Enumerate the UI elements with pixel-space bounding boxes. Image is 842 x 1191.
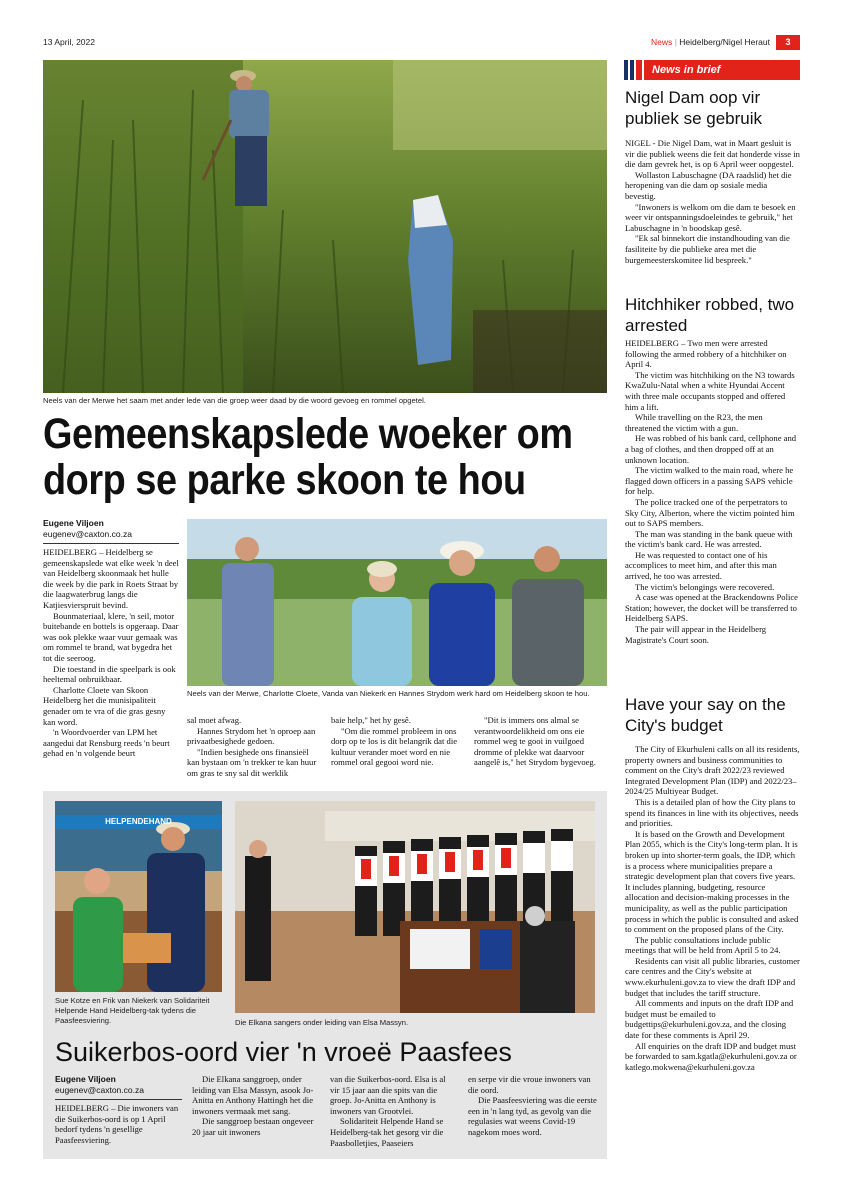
easter-paragraph: van die Suikerbos-oord. Elsa is al vir 15 jaar aan die spits van die groep. Jo-Anitta en Anthony is inwoners van Grootvlei.: [330, 1074, 446, 1116]
running-header: [560, 37, 770, 47]
brief-paragraph: He was robbed of his bank card, cellphone and a bag of clothes, and then dropped off at an unknown location.: [625, 433, 797, 465]
brief-paragraph: The pair will appear in the Heidelberg Magistrate's Court soon.: [625, 624, 767, 645]
brief1-title: Nigel Dam oop vir publiek se gebruik: [625, 88, 763, 128]
news-in-brief-label: News in brief: [644, 60, 800, 80]
group-photo-caption: Neels van der Merwe, Charlotte Cloete, Vanda van Niekerk en Hannes Strydom werk hard om Heidelberg skoon te hou.: [187, 689, 590, 698]
brief-paragraph: The victim was hitchhiking on the N3 towards KwaZulu-Natal when a white Hyundai Accent with three male occupants stopped and offered him a lift.: [625, 369, 795, 412]
lead-paragraph: Die toestand in die speelpark is ook heeltemal onbruikbaar.: [43, 663, 176, 685]
byline-email: eugenev@caxton.co.za: [55, 1085, 144, 1095]
lead-paragraph: Bounmateriaal, klere, 'n seil, motor buitebande en bottels is opgeraap. Daar was ook plekke waar vuur gemaak was om rommel te brand, wat bygedra het tot die seeroog.: [43, 610, 179, 663]
brief-paragraph: This is a detailed plan of how the City plans to spend its finances in line with its objectives, needs and priorities.: [625, 796, 799, 829]
lead-headline-line2: dorp se parke skoon te hou: [43, 456, 526, 504]
easter-column-3: [330, 1074, 457, 1148]
brief-paragraph: All comments and inputs on the draft IDP and budget must be emailed to budgettips@ekurhuleni.gov.za, and the closing date for these comments is April 29.: [625, 998, 794, 1041]
lead-photo: [43, 60, 607, 393]
easter-photo2-caption: Die Elkana sangers onder leiding van Elsa Massyn.: [235, 1018, 409, 1027]
easter-paragraph: Die Paasfeesviering was die eerste een in 'n lang tyd, as gevolg van die regulasies wat weens Covid-19 nagekom moes word.: [468, 1095, 597, 1137]
brief-paragraph: The public consultations include public meetings that will be held from April 5 to 24.: [625, 934, 781, 956]
brief-paragraph: He was requested to contact one of his accomplices to meet him, and after this man arrived, he too was arrested.: [625, 549, 777, 582]
easter-photo-choir: [235, 801, 595, 1013]
lead-paragraph: 'n Woordvoerder van LPM het aangedui dat Rensburg reeds 'n beurt gehad en 'n volgende beurt: [43, 727, 170, 759]
section-name: News: [651, 37, 673, 47]
lead-photo-caption: Neels van der Merwe het saam met ander lede van die groep weer daad by die woord gevoeg en rommel opgetel.: [43, 396, 426, 405]
brief-paragraph: "Ek sal binnekort die instandhouding van die fasiliteite by die publieke area met die burgemeesterskomitee lid bespreek.": [625, 233, 790, 265]
paper-name: Heidelberg/Nigel Heraut: [679, 37, 770, 47]
easter-paragraph: HEIDELBERG – Die inwoners van die Suikerbos-oord is op 1 April bedorf tydens 'n gesellige Paasfeesviering.: [55, 1103, 179, 1145]
brief-paragraph: The City of Ekurhuleni calls on all its residents, property owners and business communities to comment on the City's draft 2022/23 reviewed Integrated Development Plan (IDP) and 2022/23–2024/25 Multiyear Budget.: [625, 744, 800, 797]
byline-rule: [55, 1099, 182, 1100]
easter-paragraph: Die sanggroep bestaan ongeveer 20 jaar uit inwoners: [192, 1116, 314, 1137]
lead-headline-line1: Gemeenskapslede woeker om: [43, 410, 573, 458]
brief-paragraph: NIGEL - Die Nigel Dam, wat in Maart gesluit is vir die publiek weens die feit dat honderde visse in die dam gevrek het, is op 6 April weer oopgestel.: [625, 138, 800, 170]
lead-paragraph: sal moet afwag.: [187, 715, 242, 725]
group-photo: [187, 519, 607, 686]
lead-paragraph: "Dit is immers ons almal se verantwoordelikheid om ons eie rommel weg te gooi in vuilgoed dromme of plekke wat daarvoor aangelê is," het Strydom bygevoeg.: [474, 715, 596, 768]
lead-column-4: [474, 715, 607, 768]
easter-photo1-caption: Sue Kotze en Frik van Niekerk van Solidariteit Helpende Hand Heidelberg-tak tydens die Paasfeesviering.: [55, 996, 210, 1025]
page-number: 3: [776, 35, 800, 50]
byline-name: Eugene Viljoen: [43, 518, 104, 528]
lead-byline: [43, 518, 179, 544]
flag-stripes: [624, 60, 642, 80]
brief-paragraph: The man was standing in the bank queue with the victim's bank card. He was arrested.: [625, 528, 793, 550]
lead-paragraph: "Indien besighede ons finansieël kan bystaan om 'n trekker te kan huur om gras te sny sal dit werklik: [187, 746, 317, 778]
lead-column-2: [187, 715, 321, 779]
lead-paragraph: Charlotte Cloete van Skoon Heidelberg het die munisipaliteit genader om te vra of die gras gesny kan word.: [43, 684, 166, 727]
byline-email: eugenev@caxton.co.za: [43, 529, 132, 539]
brief3-body: [625, 744, 800, 1072]
easter-headline: Suikerbos-oord vier 'n vroeë Paasfees: [55, 1037, 512, 1067]
lead-paragraph: HEIDELBERG – Heidelberg se gemeenskapslede wat elke week 'n deel van Heidelberg skoonmaak het hulle die week by die park in Roets Straat by die laagwaterbrug langs die Katjiesvierspruit bevind.: [43, 547, 179, 610]
lead-column-3: [331, 715, 465, 768]
helpende-hand-banner: HELPENDEHAND: [105, 817, 172, 826]
easter-paragraph: Die Elkana sanggroep, onder leiding van Elsa Massyn, asook Jo-Anitta en Anthony Hattingh het die inwoners vermaak met sang.: [192, 1074, 314, 1116]
lead-headline: [43, 410, 573, 504]
easter-column-4: [468, 1074, 598, 1138]
lead-paragraph: baie help," het hy gesê.: [331, 715, 411, 725]
lead-paragraph: Hannes Strydom het 'n oproep aan privaatbesighede gedoen.: [187, 725, 316, 747]
easter-column-2: [192, 1074, 319, 1138]
brief-paragraph: Wollaston Labuschagne (DA raadslid) het die heropening van die dam op sosiale media bevestig.: [625, 169, 792, 201]
brief2-title: Hitchhiker robbed, two arrested: [625, 295, 795, 335]
easter-photo-helpende-hand: [55, 801, 222, 992]
brief-paragraph: While travelling on the R23, the men threatened the victim with a gun.: [625, 412, 763, 433]
brief-paragraph: HEIDELBERG – Two men were arrested following the armed robbery of a hitchhiker on April 4.: [625, 338, 787, 370]
brief1-body: [625, 138, 800, 265]
brief-paragraph: "Inwoners is welkom om die dam te besoek en weer vir ontspanningsdoeleindes te gebruik," het Labuschagne in 'n boodskap gesê.: [625, 201, 796, 233]
brief-paragraph: The victim walked to the main road, where he flagged down officers in a passing SAPS vehicle for help.: [625, 465, 794, 497]
issue-date: 13 April, 2022: [43, 37, 95, 47]
brief3-title: Have your say on the City's budget: [625, 695, 786, 735]
brief-paragraph: The victim's belongings were recovered.: [635, 581, 775, 592]
brief-paragraph: Residents can visit all public libraries, customer care centres and the City's website at www.ekurhuleni.gov.za to view the draft IDP and budget that includes the tariff structure.: [625, 955, 800, 998]
brief-paragraph: A case was opened at the Brackendowns Police Station; however, the docket will be transferred to Heidelberg SAPS.: [625, 592, 798, 624]
header-separator: |: [674, 37, 677, 47]
sidebar-flag: [624, 60, 800, 80]
brief2-body: [625, 338, 800, 645]
byline-rule: [43, 543, 179, 544]
easter-paragraph: Solidariteit Helpende Hand se Heidelberg-tak het gesorg vir die Paasbolletjies, Paaseiers: [330, 1116, 444, 1148]
brief-paragraph: All enquiries on the draft IDP and budget must be forwarded to sam.kgatla@ekurhuleni.gov.za or katlego.mokwena@ekurhuleni.gov.za: [625, 1040, 797, 1072]
lead-column-1: [43, 547, 179, 759]
easter-byline: [55, 1074, 182, 1100]
lead-paragraph: "Om die rommel probleem in ons dorp op te los is dit belangrik dat die kultuur verander moet word en nie rommel oral gegooi word nie.: [331, 725, 458, 768]
byline-name: Eugene Viljoen: [55, 1074, 116, 1084]
easter-column-1: [55, 1103, 182, 1145]
easter-paragraph: en serpe vir die vroue inwoners van die oord.: [468, 1074, 591, 1095]
brief-paragraph: It is based on the Growth and Development Plan 2055, which is the City's long-term plan. It is broken up into shorter-term goals, the IDP, which is a process where municipalities prepare a strategic development plan that covers five years. It includes planning, budgeting, resource allocation and decision-making processes in the municipality, as well as the public participation process in which the public is consulted and asked to comment on the proposed plans of the City.: [625, 828, 799, 935]
brief-paragraph: The police tracked one of the perpetrators to Sky City, Alberton, where the victim pointed him out to SAPS members.: [625, 496, 795, 529]
